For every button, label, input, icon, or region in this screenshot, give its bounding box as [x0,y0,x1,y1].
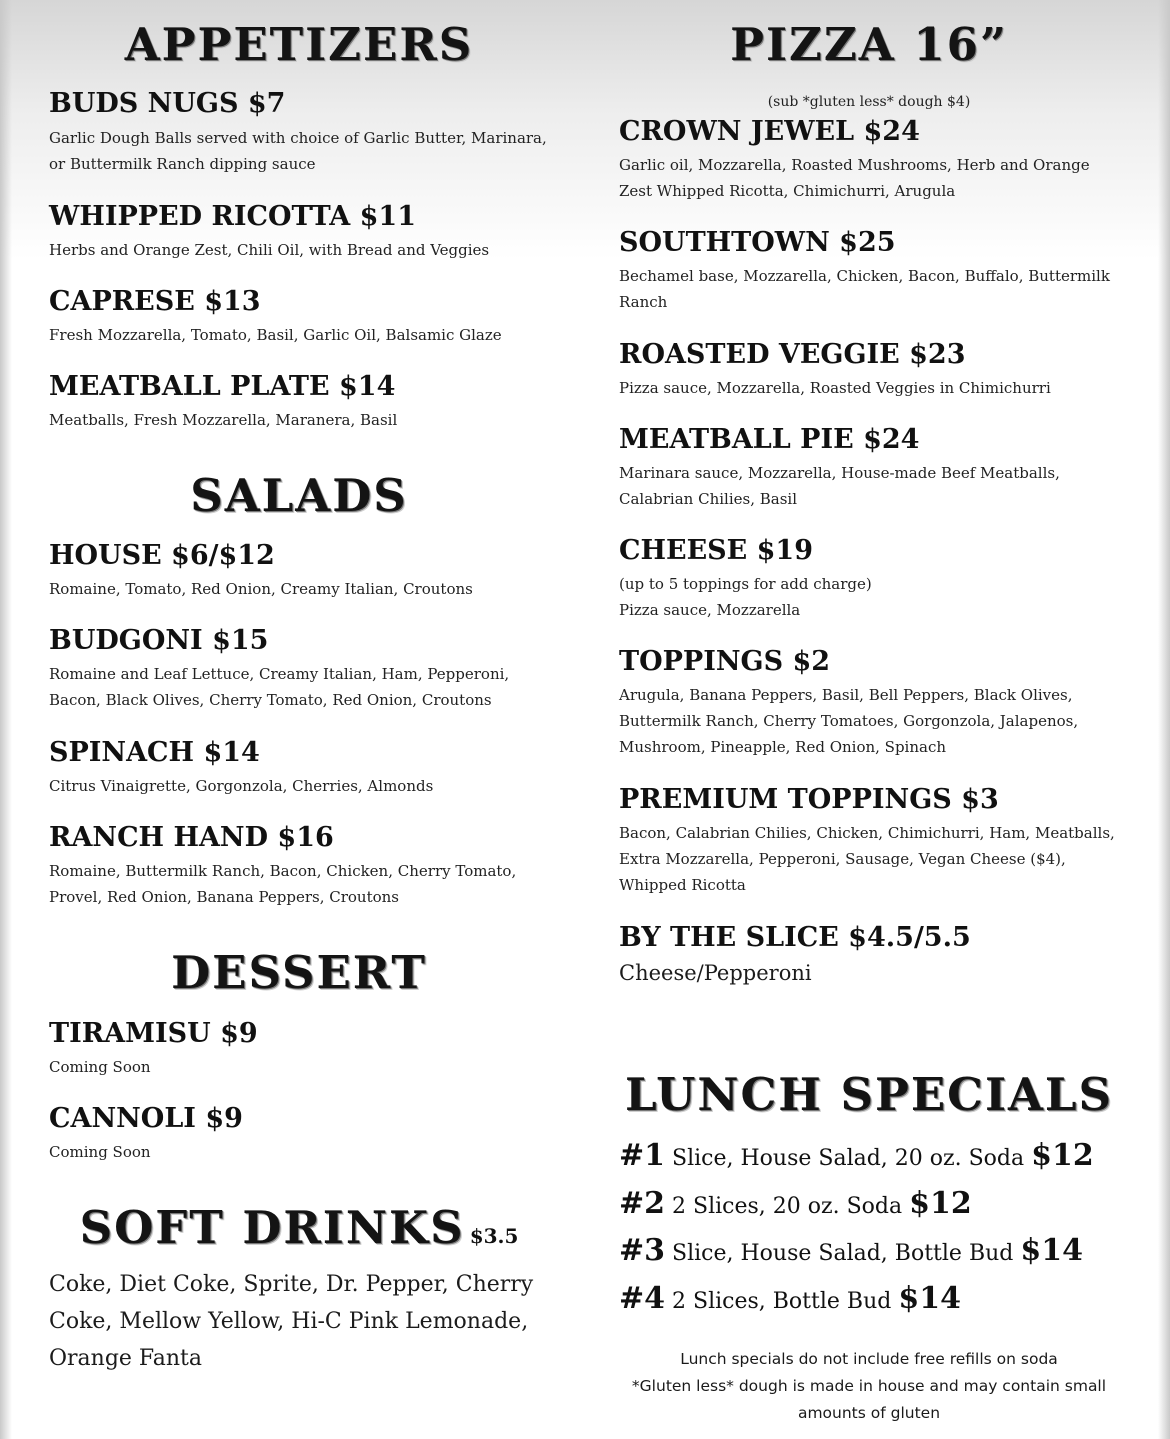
item-name: RANCH HAND $16 [49,822,334,853]
page-edge-shadow-left [0,0,12,1439]
lunch-special-number: #1 [619,1138,666,1173]
item-description: Marinara sauce, Mozzarella, House-made Beef Meatballs, Calabrian Chilies, Basil [619,464,1060,508]
lunch-footnote [619,1346,1119,1427]
item-name: SOUTHTOWN $25 [619,227,896,258]
item-name: MEATBALL PLATE $14 [49,371,396,402]
item-name: HOUSE $6/$12 [49,540,275,571]
item-name: TOPPINGS $2 [619,646,831,677]
menu-item [619,786,1119,898]
item-name: CROWN JEWEL $24 [619,116,920,147]
menu-item [49,373,549,433]
item-name: ROASTED VEGGIE $23 [619,339,966,370]
footnote-line: Lunch specials do not include free refills on soda [680,1350,1058,1368]
item-name: TIRAMISU $9 [49,1018,258,1049]
dessert-title: DESSERT [171,946,427,999]
soft-drinks-list: Coke, Diet Coke, Sprite, Dr. Pepper, Cherry Coke, Mellow Yellow, Hi-C Pink Lemonade, Orange Fanta [49,1272,534,1371]
lunch-special-price: $12 [909,1186,972,1221]
footnote-line: *Gluten less* dough is made in house and may contain small [631,1377,1107,1395]
footnote-line: amounts of gluten [797,1404,941,1422]
lunch-special-text: 2 Slices, Bottle Bud [672,1289,892,1314]
menu-item [619,648,1119,760]
salads-title: SALADS [190,469,408,522]
pizza-gluten-note: (sub *gluten less* dough $4) [767,94,971,110]
lunch-specials-title: LUNCH SPECIALS [624,1068,1114,1121]
menu-item [49,1020,549,1080]
item-description: Pizza sauce, Mozzarella [619,601,801,619]
item-description: Fresh Mozzarella, Tomato, Basil, Garlic Oil, Balsamic Glaze [49,326,502,344]
soft-drinks-list-block [49,1266,549,1377]
lunch-special-item [619,1138,1119,1173]
menu-item [619,537,1119,623]
item-description: Romaine, Buttermilk Ranch, Bacon, Chicken, Cherry Tomato, Provel, Red Onion, Banana Peppers, Croutons [49,862,517,906]
lunch-specials-section [619,1068,1119,1121]
salads-section [49,469,549,522]
page-edge-shadow-right [1158,0,1170,1439]
item-description: Pizza sauce, Mozzarella, Roasted Veggies in Chimichurri [619,379,1051,397]
item-description: Herbs and Orange Zest, Chili Oil, with Bread and Veggies [49,241,490,259]
menu-item [619,924,1119,986]
menu-item [49,627,549,713]
item-description: Garlic oil, Mozzarella, Roasted Mushrooms, Herb and Orange Zest Whipped Ricotta, Chimichurri, Arugula [619,156,1090,200]
soft-drinks-title: SOFT DRINKS [79,1201,465,1254]
menu-item [49,824,549,910]
lunch-special-item [619,1186,1119,1221]
menu-item [49,542,549,602]
appetizers-title: APPETIZERS [124,18,474,71]
menu-item [49,1105,549,1165]
item-description: (up to 5 toppings for add charge) [619,575,872,593]
item-name: BUDGONI $15 [49,625,269,656]
pizza-title: PIZZA 16” [730,18,1008,71]
lunch-special-text: Slice, House Salad, 20 oz. Soda [672,1146,1025,1171]
appetizers-section [49,18,549,71]
menu-item [49,739,549,799]
item-description: Bacon, Calabrian Chilies, Chicken, Chimichurri, Ham, Meatballs, Extra Mozzarella, Pepperoni, Sausage, Vegan Cheese ($4), Whipped Ricotta [619,824,1115,894]
lunch-special-number: #2 [619,1186,666,1221]
item-name: CHEESE $19 [619,535,813,566]
lunch-special-text: 2 Slices, 20 oz. Soda [672,1194,903,1219]
lunch-special-number: #3 [619,1233,666,1268]
item-description: Garlic Dough Balls served with choice of Garlic Butter, Marinara, or Buttermilk Ranch dipping sauce [49,129,547,173]
pizza-note-block [619,89,1119,115]
item-name: PREMIUM TOPPINGS $3 [619,784,999,815]
menu-item [619,341,1119,401]
soft-drinks-section [49,1201,549,1254]
lunch-special-price: $12 [1031,1138,1094,1173]
lunch-special-price: $14 [1020,1233,1083,1268]
item-name: SPINACH $14 [49,737,260,768]
lunch-special-text: Slice, House Salad, Bottle Bud [672,1241,1014,1266]
soft-drinks-price: $3.5 [469,1224,519,1248]
item-description: Coming Soon [49,1143,151,1161]
menu-item [619,229,1119,315]
item-description: Coming Soon [49,1058,151,1076]
lunch-special-price: $14 [898,1281,961,1316]
lunch-special-item [619,1281,1119,1316]
item-name: CAPRESE $13 [49,286,261,317]
item-name: CANNOLI $9 [49,1103,243,1134]
item-description: Cheese/Pepperoni [619,961,812,985]
menu-item [49,90,549,177]
lunch-special-number: #4 [619,1281,666,1316]
item-description: Arugula, Banana Peppers, Basil, Bell Peppers, Black Olives, Buttermilk Ranch, Cherry Tomatoes, Gorgonzola, Jalapenos, Mushroom, Pineapple, Red Onion, Spinach [619,686,1079,756]
lunch-special-item [619,1233,1119,1268]
item-name: MEATBALL PIE $24 [619,424,920,455]
item-description: Citrus Vinaigrette, Gorgonzola, Cherries, Almonds [49,777,434,795]
menu-item [619,426,1119,512]
pizza-section [619,18,1119,71]
item-description: Romaine and Leaf Lettuce, Creamy Italian, Ham, Pepperoni, Bacon, Black Olives, Cherry Tomato, Red Onion, Croutons [49,665,510,709]
item-name: BUDS NUGS $7 [49,88,286,119]
item-description: Meatballs, Fresh Mozzarella, Maranera, Basil [49,411,398,429]
menu-item [49,288,549,348]
item-name: WHIPPED RICOTTA $11 [49,201,416,232]
menu-item [619,118,1119,204]
item-description: Romaine, Tomato, Red Onion, Creamy Italian, Croutons [49,580,473,598]
item-description: Bechamel base, Mozzarella, Chicken, Bacon, Buffalo, Buttermilk Ranch [619,267,1110,311]
dessert-section [49,946,549,999]
menu-item [49,203,549,263]
item-name: BY THE SLICE $4.5/5.5 [619,922,971,953]
